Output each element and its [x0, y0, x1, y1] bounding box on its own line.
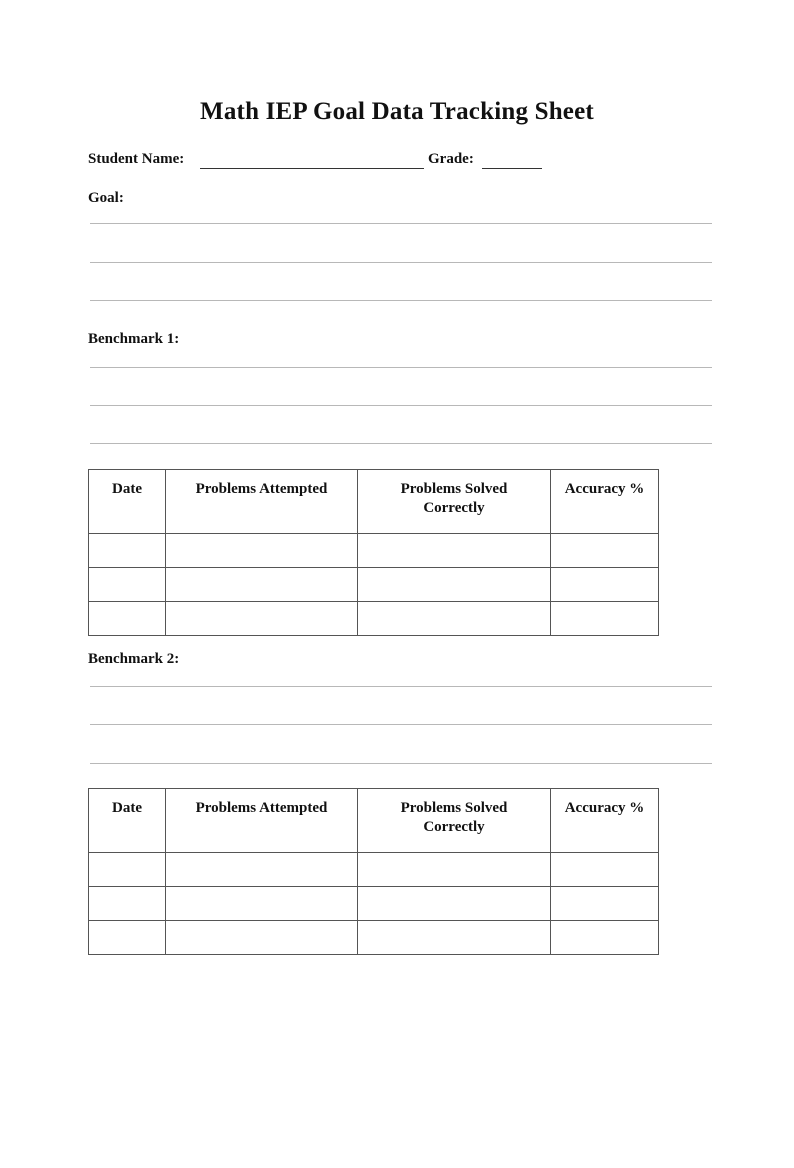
table-row: [89, 921, 659, 955]
student-name-field[interactable]: [200, 168, 424, 169]
problems-solved-column-header: Problems Solved Correctly: [358, 470, 551, 534]
benchmark-2-writing-line[interactable]: [90, 724, 712, 725]
problems-attempted-cell[interactable]: [166, 853, 358, 887]
problems-solved-column-header: Problems Solved Correctly: [358, 789, 551, 853]
date-column-header: Date: [89, 789, 166, 853]
date-cell[interactable]: [89, 602, 166, 636]
problems-solved-cell[interactable]: [358, 534, 551, 568]
date-cell[interactable]: [89, 534, 166, 568]
date-cell[interactable]: [89, 853, 166, 887]
benchmark-1-writing-line[interactable]: [90, 443, 712, 444]
accuracy-column-header: Accuracy %: [551, 789, 659, 853]
benchmark-1-data-table: [88, 469, 659, 636]
grade-label: Grade:: [428, 151, 474, 167]
benchmark-1-writing-line[interactable]: [90, 367, 712, 368]
grade-field[interactable]: [482, 168, 542, 169]
date-cell[interactable]: [89, 568, 166, 602]
accuracy-cell[interactable]: [551, 534, 659, 568]
benchmark-2-label: Benchmark 2:: [88, 651, 180, 667]
problems-solved-cell[interactable]: [358, 568, 551, 602]
accuracy-cell[interactable]: [551, 602, 659, 636]
table-row: [89, 534, 659, 568]
date-cell[interactable]: [89, 887, 166, 921]
goal-writing-line[interactable]: [90, 223, 712, 224]
table-row: [89, 887, 659, 921]
student-name-label: Student Name:: [88, 151, 185, 167]
date-column-header: Date: [89, 470, 166, 534]
table-row: [89, 568, 659, 602]
problems-solved-cell[interactable]: [358, 921, 551, 955]
problems-attempted-cell[interactable]: [166, 602, 358, 636]
problems-attempted-cell[interactable]: [166, 534, 358, 568]
benchmark-1-label: Benchmark 1:: [88, 331, 180, 347]
table-header-row: [89, 470, 659, 534]
problems-attempted-cell[interactable]: [166, 921, 358, 955]
problems-attempted-cell[interactable]: [166, 568, 358, 602]
goal-writing-line[interactable]: [90, 262, 712, 263]
page-title: Math IEP Goal Data Tracking Sheet: [200, 98, 594, 125]
goal-writing-line[interactable]: [90, 300, 712, 301]
accuracy-cell[interactable]: [551, 921, 659, 955]
problems-solved-cell[interactable]: [358, 887, 551, 921]
problems-attempted-column-header: Problems Attempted: [166, 470, 358, 534]
problems-solved-cell[interactable]: [358, 602, 551, 636]
accuracy-cell[interactable]: [551, 568, 659, 602]
goal-label: Goal:: [88, 190, 124, 206]
benchmark-2-data-table: [88, 788, 659, 955]
problems-attempted-cell[interactable]: [166, 887, 358, 921]
accuracy-cell[interactable]: [551, 887, 659, 921]
benchmark-1-writing-line[interactable]: [90, 405, 712, 406]
problems-attempted-column-header: Problems Attempted: [166, 789, 358, 853]
accuracy-cell[interactable]: [551, 853, 659, 887]
problems-solved-cell[interactable]: [358, 853, 551, 887]
table-row: [89, 602, 659, 636]
benchmark-2-writing-line[interactable]: [90, 763, 712, 764]
date-cell[interactable]: [89, 921, 166, 955]
table-row: [89, 853, 659, 887]
accuracy-column-header: Accuracy %: [551, 470, 659, 534]
benchmark-2-writing-line[interactable]: [90, 686, 712, 687]
table-header-row: [89, 789, 659, 853]
